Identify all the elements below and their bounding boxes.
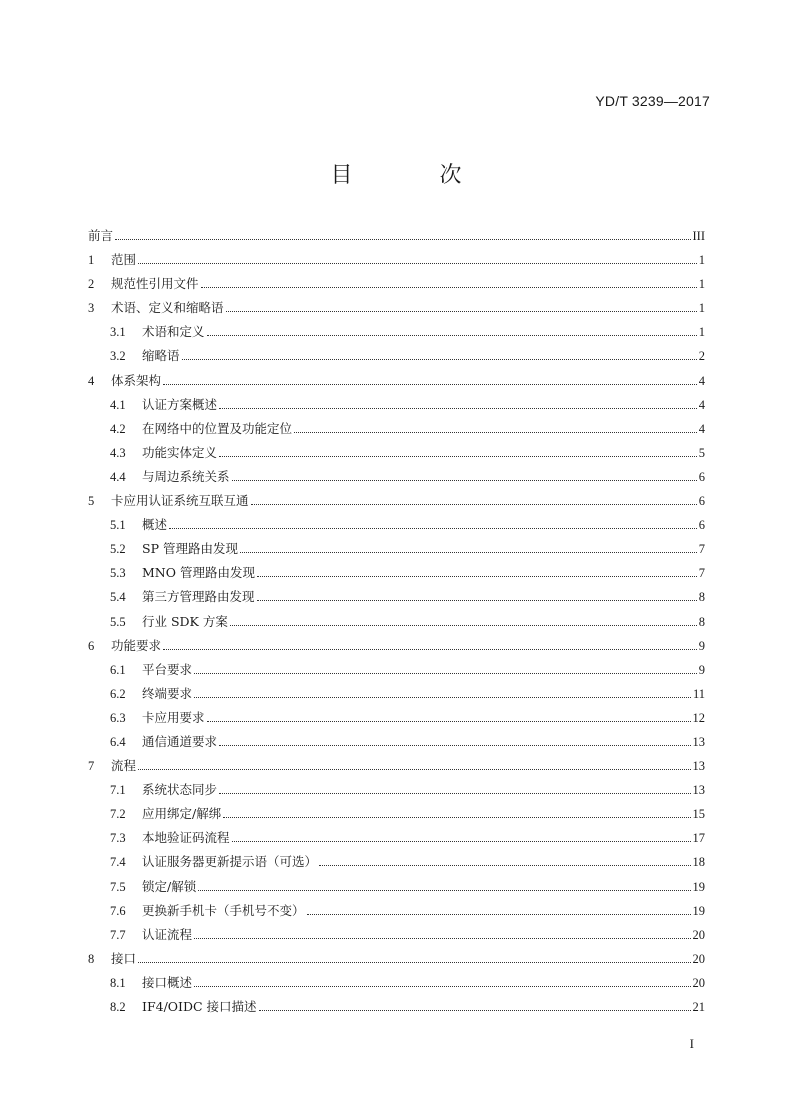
toc-entry-page: 4 [698,421,705,436]
toc-dot-leader [182,359,697,360]
toc-entry-page: 11 [692,686,705,701]
toc-entry-page: 4 [698,373,705,388]
toc-entry-number: 8 [88,951,95,966]
toc-entry-title: 认证方案概述 [142,396,218,412]
toc-entry-page: 1 [698,253,705,268]
toc-entry[interactable] [88,612,705,636]
toc-entry-number: 3.1 [110,325,126,340]
toc-entry-number: 7 [88,759,95,774]
toc-entry[interactable] [88,973,705,997]
toc-entry-page: 9 [698,662,705,677]
toc-dot-leader [201,287,697,288]
toc-entry-title: 术语、定义和缩略语 [111,300,224,316]
page-number: I [689,1036,694,1051]
toc-entry-page: 20 [692,927,705,942]
toc-entry-page: 21 [692,1000,705,1014]
toc-entry-title: 前言 [88,228,114,243]
toc-entry-page: 13 [692,783,705,798]
toc-entry[interactable] [88,274,705,298]
toc-entry-page: 13 [692,759,705,774]
toc-entry-page: 18 [692,855,705,870]
toc-entry-number: 6.1 [110,662,126,677]
toc-entry[interactable] [88,852,705,876]
toc-entry-number: 4.4 [110,469,126,484]
toc-entry-title: 第三方管理路由发现 [142,589,255,605]
toc-entry-number: 3 [88,301,95,316]
toc-dot-leader [223,817,690,818]
toc-entry-page: 7 [698,542,705,557]
toc-entry-number: 6.2 [110,686,126,701]
toc-entry-page: 20 [692,975,705,990]
toc-entry-number: 3.2 [110,349,126,364]
toc-entry-title: 缩略语 [142,348,180,364]
toc-dot-leader [232,480,697,481]
toc-dot-leader [230,625,697,626]
toc-entry-title: 规范性引用文件 [111,276,199,292]
toc-entry-number: 2 [88,277,95,292]
toc-entry-page: 1 [698,277,705,292]
toc-dot-leader [138,263,697,264]
toc-entry-number: 8.2 [110,1000,126,1014]
toc-entry-page: 4 [698,397,705,412]
toc-entry-number: 8.1 [110,975,126,990]
toc-entry-number: 5.2 [110,542,126,557]
toc-entry[interactable] [88,491,705,515]
toc-entry-page: 1 [698,325,705,340]
toc-entry-number: 7.7 [110,927,126,942]
toc-entry-title: 认证流程 [142,926,193,942]
toc-entry-page: 9 [698,638,705,653]
toc-entry-page: 13 [692,734,705,749]
toc-entry-number: 7.5 [110,879,126,894]
toc-entry-title: 终端要求 [142,685,193,701]
toc-dot-leader [232,841,691,842]
toc-entry[interactable] [88,346,705,370]
toc-entry-page: 8 [698,614,705,629]
toc-entry-page: 19 [692,903,705,918]
toc-dot-leader [207,335,697,336]
toc-entry[interactable] [88,804,705,828]
toc-entry-page: 6 [698,518,705,533]
toc-entry[interactable] [88,443,705,467]
table-of-contents [88,226,705,1021]
toc-entry-title: 锁定/解锁 [142,878,197,894]
toc-dot-leader [138,962,690,963]
toc-entry-page: 6 [698,469,705,484]
toc-entry[interactable] [88,732,705,756]
toc-entry-title: 范围 [111,252,137,268]
toc-dot-leader [259,1010,691,1011]
toc-entry-number: 5.4 [110,590,126,605]
toc-entry-title: 功能要求 [111,637,162,653]
toc-entry-title: 接口 [111,950,137,966]
toc-entry-number: 7.3 [110,831,126,846]
toc-entry-number: 4.1 [110,397,126,412]
toc-entry[interactable] [88,949,705,973]
toc-entry-page: 6 [698,494,705,509]
toc-dot-leader [240,552,697,553]
toc-entry-number: 6 [88,638,95,653]
toc-entry-title: 在网络中的位置及功能定位 [142,420,293,436]
toc-entry-title: 接口概述 [142,974,193,990]
toc-entry-page: 20 [692,951,705,966]
toc-entry-page: 5 [698,445,705,460]
toc-entry[interactable] [88,997,705,1021]
page-title: 目 次 [330,163,502,188]
toc-entry[interactable] [88,419,705,443]
toc-dot-leader [198,890,690,891]
toc-dot-leader [257,576,697,577]
toc-entry-number: 4 [88,373,95,388]
toc-dot-leader [219,745,690,746]
toc-entry-title: 更换新手机卡（手机号不变） [142,902,305,918]
toc-entry-page: 19 [692,879,705,894]
toc-entry-title: 行业 SDK 方案 [142,613,228,629]
toc-dot-leader [163,649,697,650]
toc-dot-leader [226,311,697,312]
toc-entry-title: 本地验证码流程 [142,830,230,846]
toc-entry-title: 认证服务器更新提示语（可选） [142,854,318,870]
toc-dot-leader [169,528,697,529]
standard-code: YD/T 3239—2017 [595,93,710,109]
toc-dot-leader [194,697,691,698]
toc-dot-leader [207,721,691,722]
toc-entry-number: 5.1 [110,518,126,533]
toc-entry-title: 术语和定义 [142,324,205,340]
toc-dot-leader [194,986,690,987]
toc-entry-title: 卡应用认证系统互联互通 [111,493,249,509]
toc-entry[interactable] [88,226,705,250]
toc-entry-title: 与周边系统关系 [142,468,230,484]
toc-dot-leader [115,239,690,240]
toc-entry-number: 4.2 [110,421,126,436]
toc-entry-title: 功能实体定义 [142,444,218,460]
toc-dot-leader [163,384,697,385]
toc-dot-leader [294,432,697,433]
toc-entry-title: 卡应用要求 [142,709,205,725]
toc-entry-title: 流程 [111,758,137,774]
toc-dot-leader [319,865,690,866]
toc-entry-page: 15 [692,807,705,822]
toc-entry[interactable] [88,395,705,419]
toc-entry[interactable] [88,756,705,780]
toc-dot-leader [194,673,697,674]
toc-entry[interactable] [88,708,705,732]
toc-entry-number: 5.5 [110,614,126,629]
toc-entry-page: 1 [698,301,705,316]
toc-entry-title: IF4/OIDC 接口描述 [142,999,257,1014]
toc-entry-page: 2 [698,349,705,364]
toc-entry[interactable] [88,636,705,660]
toc-entry-number: 4.3 [110,445,126,460]
toc-entry[interactable] [88,250,705,274]
toc-entry-title: SP 管理路由发现 [142,541,238,557]
toc-entry[interactable] [88,563,705,587]
toc-entry[interactable] [88,298,705,322]
toc-entry-number: 5 [88,494,95,509]
toc-entry[interactable] [88,371,705,395]
toc-entry-title: MNO 管理路由发现 [142,565,255,581]
toc-entry-title: 系统状态同步 [142,782,218,798]
toc-dot-leader [251,504,697,505]
toc-dot-leader [307,914,691,915]
toc-entry[interactable] [88,515,705,539]
toc-dot-leader [219,456,697,457]
toc-entry[interactable] [88,660,705,684]
toc-entry-title: 应用绑定/解绑 [142,806,222,822]
toc-entry[interactable] [88,780,705,804]
toc-entry-page: 7 [698,566,705,581]
toc-entry-number: 7.4 [110,855,126,870]
toc-entry-number: 1 [88,253,95,268]
toc-dot-leader [257,600,697,601]
toc-entry-number: 5.3 [110,566,126,581]
toc-entry-number: 6.4 [110,734,126,749]
toc-entry-title: 体系架构 [111,372,162,388]
toc-dot-leader [194,938,690,939]
toc-entry[interactable] [88,684,705,708]
toc-entry-number: 7.6 [110,903,126,918]
toc-entry-page: 17 [692,831,705,846]
toc-entry-title: 概述 [142,517,168,533]
toc-entry-page: 12 [692,710,705,725]
toc-entry[interactable] [88,587,705,611]
toc-entry-page: 8 [698,590,705,605]
toc-dot-leader [219,793,690,794]
toc-entry-title: 平台要求 [142,661,193,677]
toc-entry-title: 通信通道要求 [142,733,218,749]
toc-entry[interactable] [88,901,705,925]
toc-entry[interactable] [88,322,705,346]
toc-entry[interactable] [88,467,705,491]
toc-entry[interactable] [88,828,705,852]
toc-entry[interactable] [88,925,705,949]
toc-entry-number: 7.2 [110,807,126,822]
toc-entry-number: 6.3 [110,710,126,725]
toc-entry[interactable] [88,539,705,563]
toc-entry-page: III [692,229,705,243]
toc-entry[interactable] [88,877,705,901]
toc-dot-leader [219,408,697,409]
toc-entry-number: 7.1 [110,783,126,798]
toc-dot-leader [138,769,690,770]
